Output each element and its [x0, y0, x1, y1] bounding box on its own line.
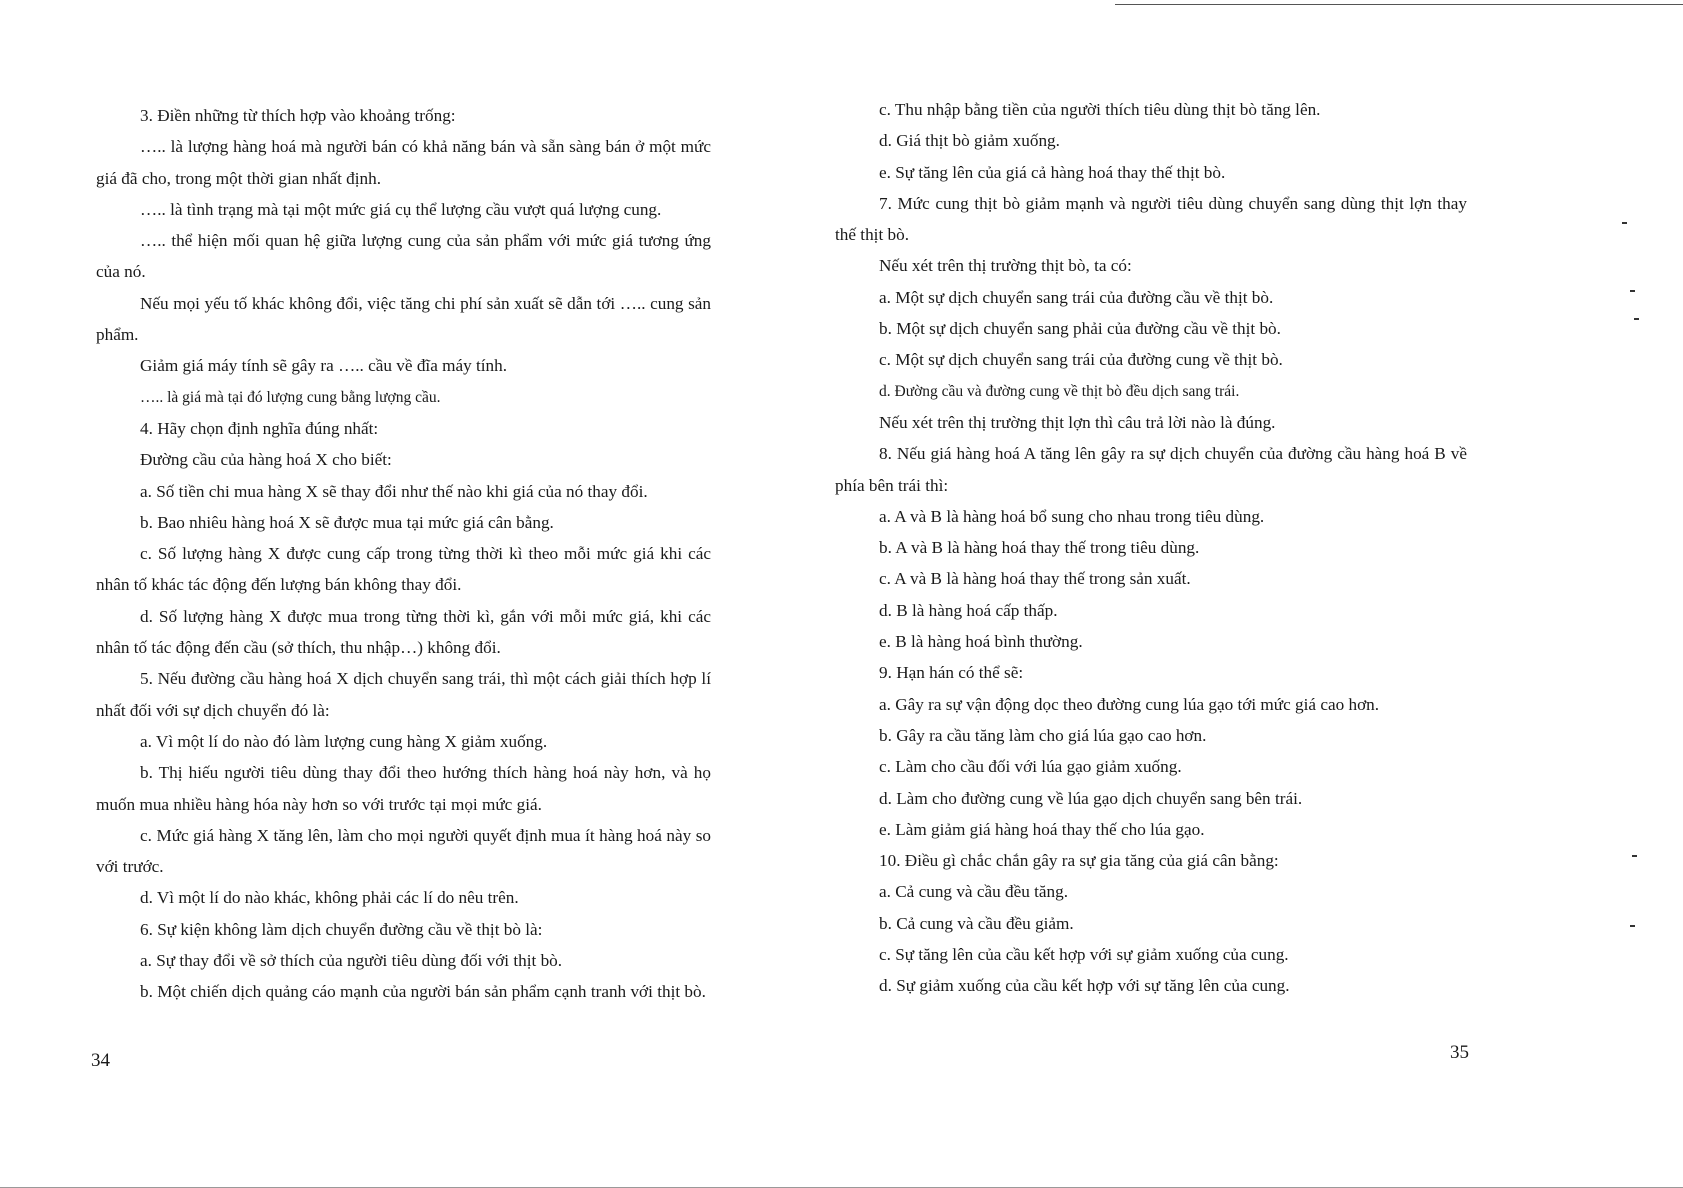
answer-option: a. Gây ra sự vận động dọc theo đường cung lúa gạo tới mức giá cao hơn. — [879, 694, 1380, 714]
question-3-heading: 3. Điền những từ thích hợp vào khoảng trống: — [140, 106, 456, 125]
answer-option: c. Số lượng hàng X được cung cấp trong từng thời kì theo mỗi mức giá khi các nhân tố khác tác động đến lượng bán không thay đổi. — [96, 544, 711, 595]
right-page — [835, 0, 1683, 1188]
scan-speck — [1630, 925, 1635, 927]
blank-line: Giảm giá máy tính sẽ gây ra ….. cầu về đĩa máy tính. — [140, 356, 508, 376]
answer-option: b. Gây ra cầu tăng làm cho giá lúa gạo cao hơn. — [879, 725, 1207, 745]
left-page — [0, 0, 841, 1188]
answer-option: a. Sự thay đổi về sở thích của người tiêu dùng đối với thịt bò. — [140, 951, 563, 971]
answer-option: c. Một sự dịch chuyển sang trái của đường cung về thịt bò. — [879, 350, 1283, 370]
answer-option: d. Số lượng hàng X được mua trong từng thời kì, gắn với mỗi mức giá, khi các nhân tố tác động đến cầu (sở thích, thu nhập…) không đổi. — [96, 606, 711, 658]
answer-option: c. Thu nhập bằng tiền của người thích tiêu dùng thịt bò tăng lên. — [879, 100, 1321, 119]
question-9-heading: 9. Hạn hán có thể sẽ: — [879, 663, 1024, 683]
left-page-text — [96, 100, 711, 1008]
answer-option: c. A và B là hàng hoá thay thế trong sản xuất. — [879, 569, 1191, 589]
question-stem: Đường cầu của hàng hoá X cho biết: — [140, 450, 392, 470]
answer-option: d. Đường cầu và đường cung về thịt bò đều dịch sang trái. — [879, 382, 1240, 400]
answer-option: d. Vì một lí do nào khác, không phải các lí do nêu trên. — [140, 888, 519, 908]
answer-option: a. A và B là hàng hoá bổ sung cho nhau trong tiêu dùng. — [879, 506, 1265, 526]
blank-line: ….. thể hiện mối quan hệ giữa lượng cung của sản phẩm với mức giá tương ứng của nó. — [96, 231, 711, 282]
question-8-heading: 8. Nếu giá hàng hoá A tăng lên gây ra sự dịch chuyển của đường cầu hàng hoá B về phía bên trái thì: — [835, 444, 1467, 495]
answer-option: d. Sự giảm xuống của cầu kết hợp với sự tăng lên của cung. — [879, 976, 1290, 996]
answer-option: c. Sự tăng lên của cầu kết hợp với sự giảm xuống của cung. — [879, 945, 1289, 965]
scan-speck — [1630, 290, 1635, 292]
answer-option: b. Cả cung và cầu đều giảm. — [879, 913, 1074, 933]
answer-option: d. Giá thịt bò giảm xuống. — [879, 131, 1060, 151]
answer-option: e. B là hàng hoá bình thường. — [879, 632, 1083, 652]
scan-speck — [1622, 222, 1627, 224]
answer-option: b. A và B là hàng hoá thay thế trong tiêu dùng. — [879, 538, 1200, 558]
question-10-heading: 10. Điều gì chắc chắn gây ra sự gia tăng của giá cân bằng: — [879, 851, 1279, 871]
blank-line: ….. là lượng hàng hoá mà người bán có khả năng bán và sẵn sàng bán ở một mức giá đã cho, trong một thời gian nhất định. — [96, 137, 711, 188]
scan-speck — [1632, 855, 1637, 857]
answer-option: b. Một chiến dịch quảng cáo mạnh của người bán sản phẩm cạnh tranh với thịt bò. — [140, 982, 706, 1002]
question-4-heading: 4. Hãy chọn định nghĩa đúng nhất: — [140, 418, 379, 438]
page-number-left: 34 — [91, 1050, 110, 1071]
answer-option: d. Làm cho đường cung về lúa gạo dịch chuyển sang bên trái. — [879, 788, 1303, 808]
question-stem: Nếu xét trên thị trường thịt bò, ta có: — [879, 256, 1132, 276]
blank-line: ….. là tình trạng mà tại một mức giá cụ thể lượng cầu vượt quá lượng cung. — [140, 199, 662, 219]
right-page-text — [835, 94, 1467, 1002]
page-number-right: 35 — [1450, 1042, 1469, 1063]
answer-option: a. Số tiền chi mua hàng X sẽ thay đổi như thế nào khi giá của nó thay đổi. — [140, 481, 648, 501]
blank-line: ….. là giá mà tại đó lượng cung bằng lượng cầu. — [140, 388, 441, 406]
answer-option: a. Vì một lí do nào đó làm lượng cung hàng X giảm xuống. — [140, 731, 548, 751]
answer-option: e. Sự tăng lên của giá cả hàng hoá thay thế thịt bò. — [879, 162, 1226, 182]
answer-option: b. Một sự dịch chuyển sang phải của đường cầu về thịt bò. — [879, 319, 1281, 339]
question-7-heading: 7. Mức cung thịt bò giảm mạnh và người tiêu dùng chuyển sang dùng thịt lợn thay thế thịt bò. — [835, 193, 1467, 245]
answer-option: a. Một sự dịch chuyển sang trái của đường cầu về thịt bò. — [879, 287, 1274, 307]
blank-line: Nếu mọi yếu tố khác không đổi, việc tăng chi phí sản xuất sẽ dẫn tới ….. cung sản phẩm. — [96, 293, 711, 345]
scan-speck — [1634, 318, 1639, 320]
question-6-heading: 6. Sự kiện không làm dịch chuyển đường cầu về thịt bò là: — [140, 919, 543, 939]
answer-option: b. Bao nhiêu hàng hoá X sẽ được mua tại mức giá cân bằng. — [140, 512, 554, 532]
answer-option: e. Làm giảm giá hàng hoá thay thế cho lúa gạo. — [879, 819, 1205, 839]
question-stem: Nếu xét trên thị trường thịt lợn thì câu trả lời nào là đúng. — [879, 412, 1276, 432]
answer-option: c. Mức giá hàng X tăng lên, làm cho mọi người quyết định mua ít hàng hoá này so với trước. — [96, 825, 711, 877]
answer-option: d. B là hàng hoá cấp thấp. — [879, 600, 1058, 620]
question-5-heading: 5. Nếu đường cầu hàng hoá X dịch chuyển sang trái, thì một cách giải thích hợp lí nhất đối với sự dịch chuyển đó là: — [96, 669, 711, 720]
answer-option: c. Làm cho cầu đối với lúa gạo giảm xuống. — [879, 757, 1182, 777]
answer-option: a. Cả cung và cầu đều tăng. — [879, 882, 1068, 902]
answer-option: b. Thị hiếu người tiêu dùng thay đổi theo hướng thích hàng hoá này hơn, và họ muốn mua nhiều hàng hóa này hơn so với trước tại mọi mức giá. — [96, 763, 711, 814]
